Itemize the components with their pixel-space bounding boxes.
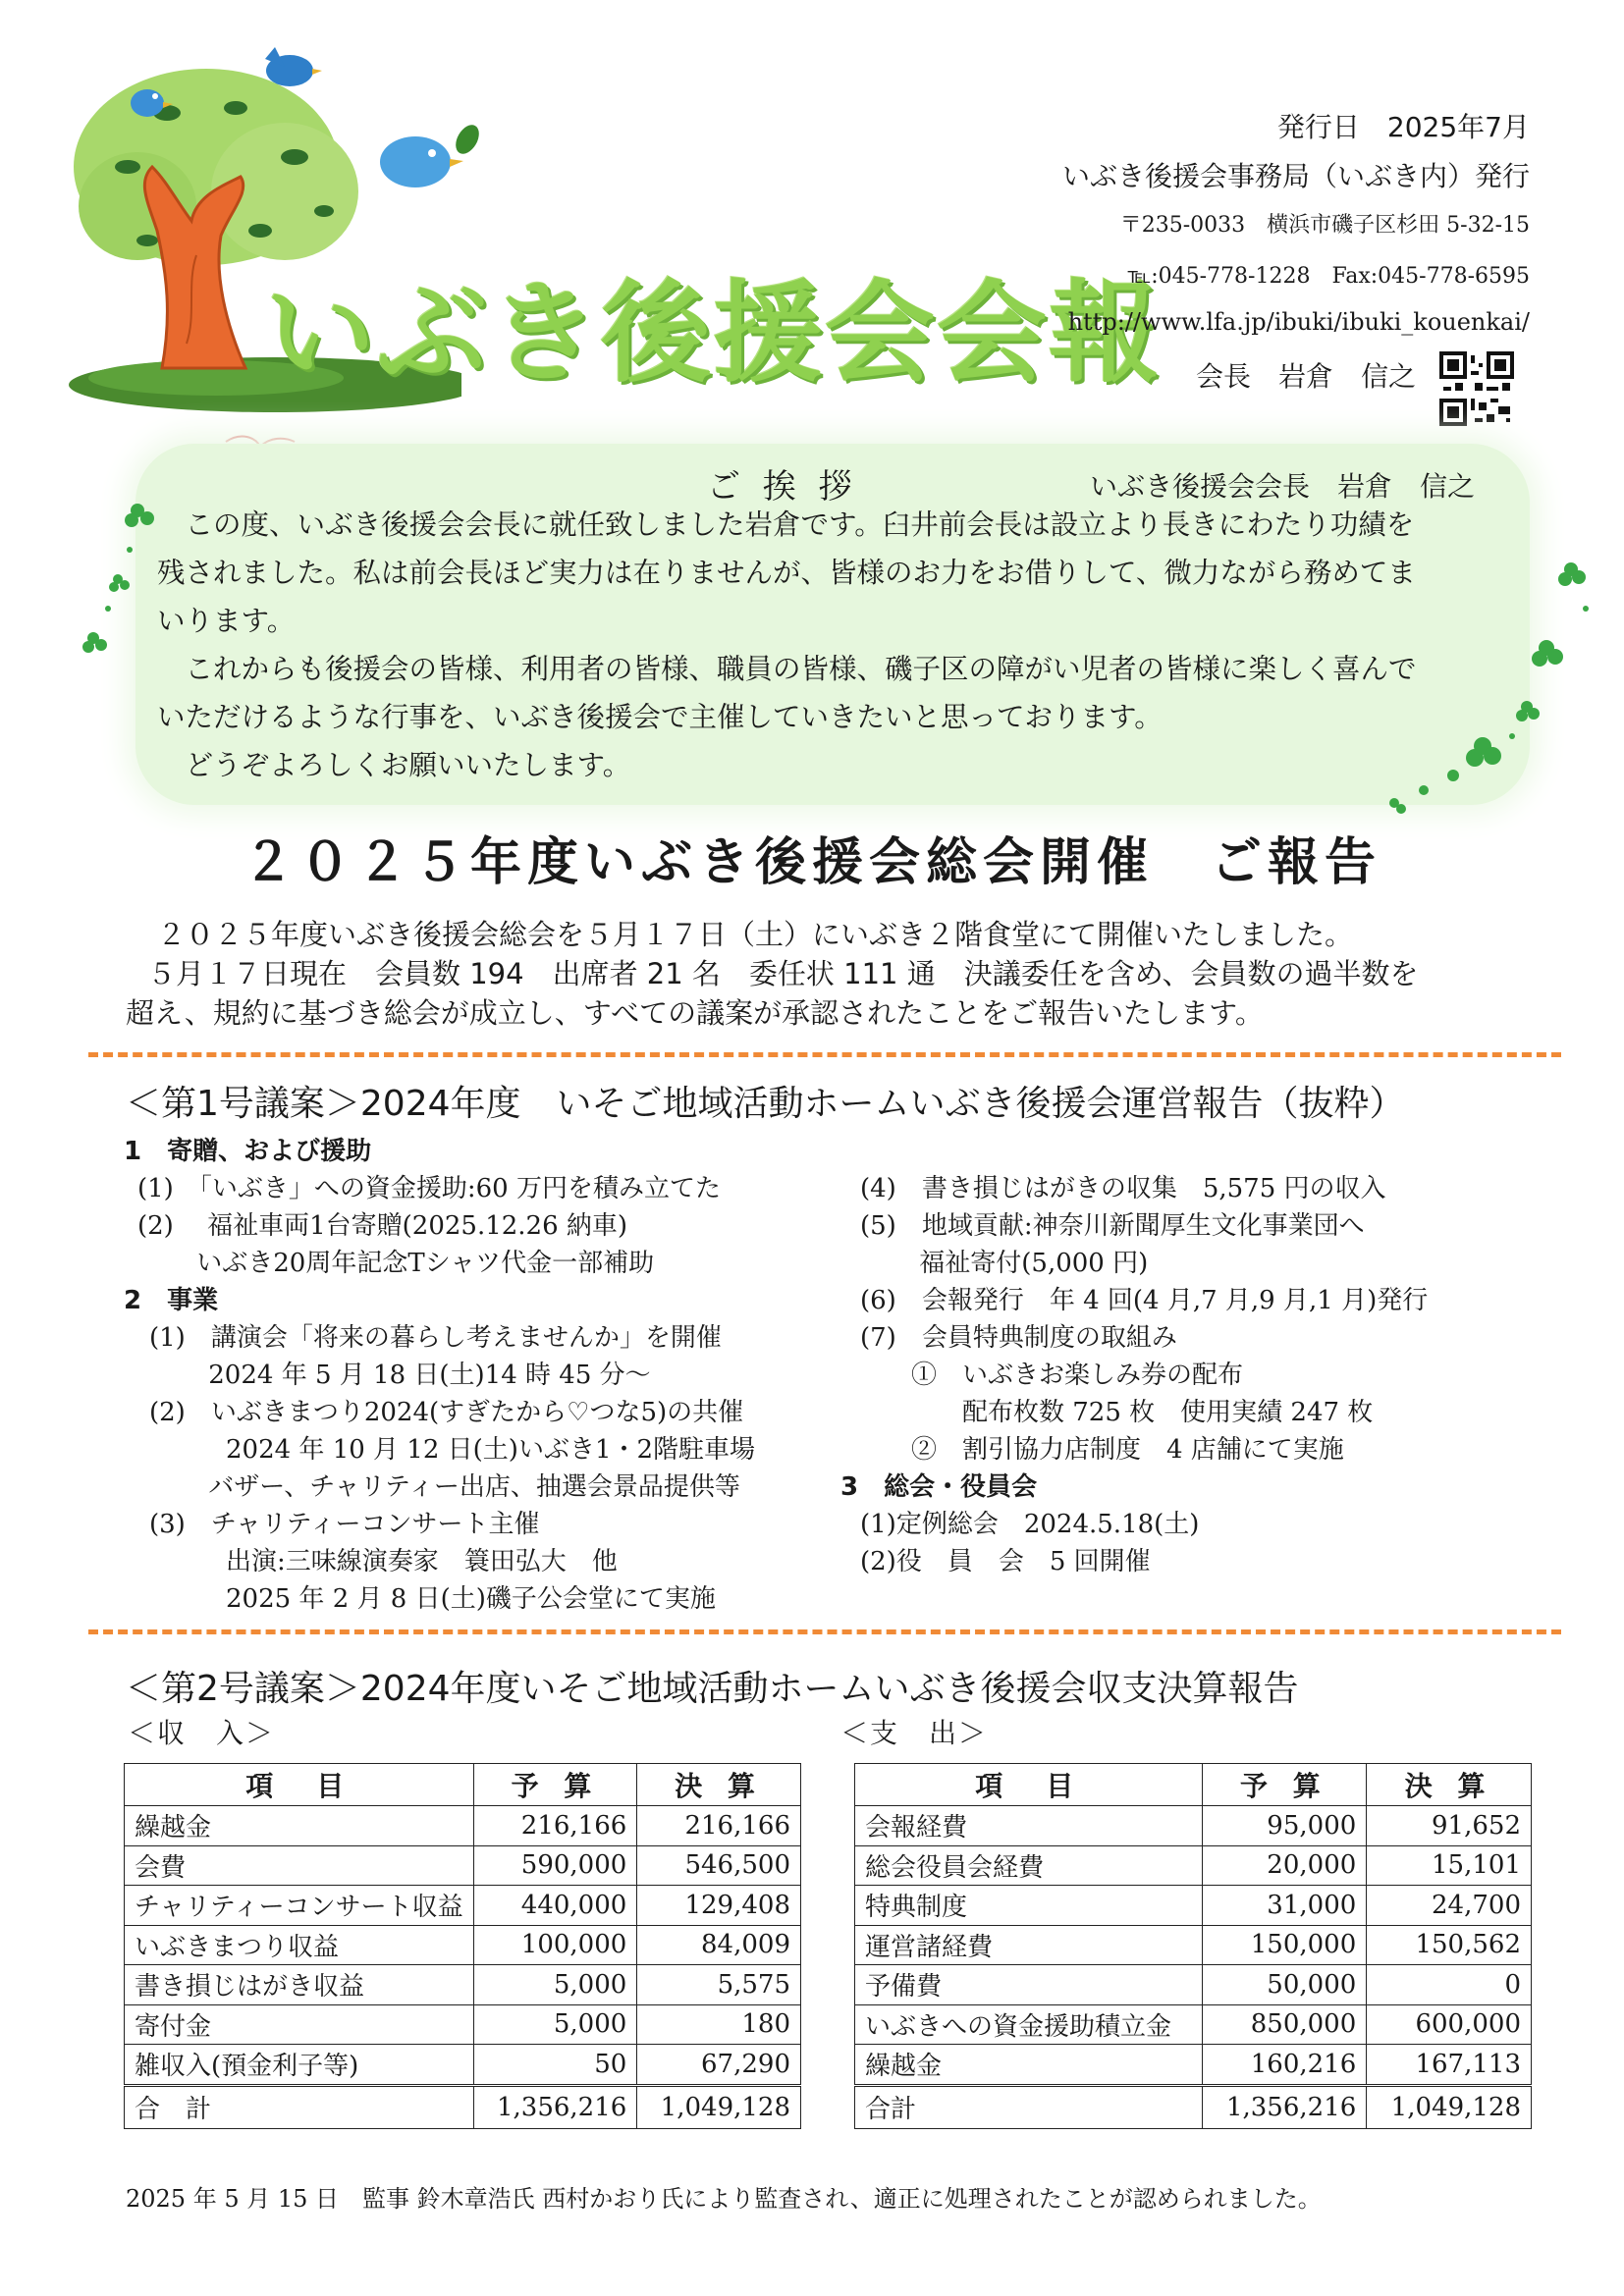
greeting-line: いただけるような行事を、いぶき後援会で主催していきたいと思っております。 [157, 701, 1163, 733]
table-cell: 総会役員会経費 [855, 1845, 1203, 1886]
table-row [125, 1806, 801, 1846]
table-cell: 150,000 [1202, 1925, 1367, 1965]
table-cell: 67,290 [637, 2045, 801, 2086]
income-table [124, 1763, 801, 2129]
table-cell: 167,113 [1367, 2045, 1532, 2086]
table-cell: 0 [1367, 1965, 1532, 2005]
section-divider [88, 1629, 1561, 1634]
agenda-item: (1)定例総会 2024.5.18(土) [860, 1510, 1200, 1539]
agenda-item: (5) 地域貢献:神奈川新聞厚生文化事業団へ [860, 1211, 1365, 1241]
greeting-title: ご 挨 拶 [707, 467, 858, 507]
table-cell: 180 [637, 2004, 801, 2045]
table-cell: 1,049,128 [637, 2085, 801, 2128]
agenda-item: (7) 会員特典制度の取組み [860, 1323, 1177, 1353]
agenda-item: 2024 年 10 月 12 日(土)いぶき1・2階駐車場 [149, 1435, 756, 1465]
table-row [855, 1806, 1532, 1846]
table-cell: 150,562 [1367, 1925, 1532, 1965]
report-title: ２０２５年度いぶき後援会総会開催 ご報告 [242, 833, 1381, 892]
table-total-row [855, 2085, 1532, 2128]
table-header: 予 算 [473, 1764, 637, 1806]
table-cell: 84,009 [637, 1925, 801, 1965]
table-cell: 160,216 [1202, 2045, 1367, 2086]
agenda-item: (1) 講演会「将来の暮らし考えませんか」を開催 [149, 1323, 722, 1353]
table-header: 項 目 [855, 1764, 1203, 1806]
table-header-row [855, 1764, 1532, 1806]
agenda-heading: 1 寄贈、および援助 [124, 1137, 372, 1166]
table-cell: 850,000 [1202, 2004, 1367, 2045]
report-line: 超え、規約に基づき総会が成立し、すべての議案が承認されたことをご報告いたします。 [126, 996, 1264, 1030]
table-header-row [125, 1764, 801, 1806]
table-row [125, 2004, 801, 2045]
table-row [855, 1845, 1532, 1886]
table-cell: 雑収入(預金利子等) [125, 2045, 474, 2086]
table-cell: 予備費 [855, 1965, 1203, 2005]
table-cell: 運営諸経費 [855, 1925, 1203, 1965]
table-cell: 216,166 [637, 1806, 801, 1846]
table-cell: 129,408 [637, 1886, 801, 1926]
table-cell: 特典制度 [855, 1886, 1203, 1926]
table-cell: 会報経費 [855, 1806, 1203, 1846]
agenda1-left-column [124, 1131, 755, 1616]
agenda-item: (1) 「いぶき」への資金援助:60 万円を積み立てた [137, 1174, 721, 1203]
issue-date: 発行日 2025年7月 [1276, 111, 1530, 143]
table-cell: 5,000 [473, 2004, 637, 2045]
agenda-item: いぶき20周年記念Tシャツ代金一部補助 [137, 1249, 655, 1278]
table-cell: 95,000 [1202, 1806, 1367, 1846]
clover-icon [69, 491, 167, 687]
table-cell: 50 [473, 2045, 637, 2086]
table-header: 決 算 [1367, 1764, 1532, 1806]
expense-table [854, 1763, 1532, 2129]
agenda-item: 配布枚数 725 枚 使用実績 247 枚 [860, 1398, 1374, 1427]
table-cell: 5,000 [473, 1965, 637, 2005]
table-cell: 合計 [855, 2085, 1203, 2128]
table-total-row [125, 2085, 801, 2128]
agenda2-title: ＜第2号議案＞2024年度いそご地域活動ホームいぶき後援会収支決算報告 [126, 1669, 1299, 1709]
agenda-heading: 3 総会・役員会 [840, 1472, 1038, 1502]
section-divider [88, 1052, 1561, 1057]
table-row [125, 1886, 801, 1926]
table-cell: 1,356,216 [473, 2085, 637, 2128]
table-cell: 15,101 [1367, 1845, 1532, 1886]
table-cell: 216,166 [473, 1806, 637, 1846]
report-line: ２０２５年度いぶき後援会総会を５月１７日（土）にいぶき２階食堂にて開催いたしました。 [157, 918, 1354, 951]
table-cell: 31,000 [1202, 1886, 1367, 1926]
agenda-item: 福祉寄付(5,000 円) [860, 1249, 1149, 1278]
agenda1-title: ＜第1号議案＞2024年度 いそご地域活動ホームいぶき後援会運営報告（抜粋） [126, 1084, 1405, 1124]
agenda-item: (2) いぶきまつり2024(すぎたから♡つな5)の共催 [149, 1398, 744, 1427]
table-header: 予 算 [1202, 1764, 1367, 1806]
chairman: 会長 岩倉 信之 [1196, 360, 1417, 393]
table-row [855, 1925, 1532, 1965]
blue-bird-icon [371, 118, 479, 196]
table-cell: 91,652 [1367, 1806, 1532, 1846]
agenda-item: ① いぶきお楽しみ券の配布 [860, 1361, 1244, 1390]
table-cell: 546,500 [637, 1845, 801, 1886]
table-cell: いぶきまつり収益 [125, 1925, 474, 1965]
table-cell: 440,000 [473, 1886, 637, 1926]
greeting-line: この度、いぶき後援会会長に就任致しました岩倉です。臼井前会長は設立より長きにわたり功績を [157, 508, 1415, 541]
table-row [125, 1965, 801, 2005]
table-row [125, 2045, 801, 2086]
agenda-item: 2024 年 5 月 18 日(土)14 時 45 分～ [149, 1361, 651, 1390]
table-cell: 書き損じはがき収益 [125, 1965, 474, 2005]
agenda-item: バザー、チャリティー出店、抽選会景品提供等 [149, 1472, 740, 1502]
agenda-item: (3) チャリティーコンサート主催 [149, 1510, 540, 1539]
audit-note: 2025 年 5 月 15 日 監事 鈴木章浩氏 西村かおり氏により監査され、適正に処理されたことが認められました。 [126, 2185, 1322, 2213]
website-link[interactable]: http://www.lfa.jp/ibuki/ibuki_kouenkai/ [1067, 308, 1530, 336]
agenda-item: 出演:三味線演奏家 簑田弘大 他 [149, 1547, 618, 1576]
table-cell: 590,000 [473, 1845, 637, 1886]
table-header: 決 算 [637, 1764, 801, 1806]
table-cell: 5,575 [637, 1965, 801, 2005]
phone-fax: ℡:045-778-1228 Fax:045-778-6595 [1127, 264, 1530, 289]
table-header: 項 目 [125, 1764, 474, 1806]
table-cell: 繰越金 [125, 1806, 474, 1846]
income-caption: ＜収 入＞ [128, 1717, 276, 1749]
blue-bird-icon [255, 39, 324, 98]
table-row [125, 1845, 801, 1886]
table-cell: 1,049,128 [1367, 2085, 1532, 2128]
table-row [855, 1886, 1532, 1926]
agenda-item: 2025 年 2 月 8 日(土)磯子公会堂にて実施 [149, 1584, 716, 1614]
table-cell: 合 計 [125, 2085, 474, 2128]
report-line: ５月１７日現在 会員数 194 出席者 21 名 委任状 111 通 決議委任を含め、会員数の過半数を [147, 957, 1419, 990]
table-cell: 繰越金 [855, 2045, 1203, 2086]
table-row [855, 2045, 1532, 2086]
masthead-title: いぶき後援会会報 [265, 270, 1161, 398]
agenda-item: ② 割引協力店制度 4 店舗にて実施 [860, 1435, 1344, 1465]
table-cell: 50,000 [1202, 1965, 1367, 2005]
table-row [125, 1925, 801, 1965]
table-cell: 寄付金 [125, 2004, 474, 2045]
table-cell: 24,700 [1367, 1886, 1532, 1926]
table-row [855, 1965, 1532, 2005]
table-cell: 会費 [125, 1845, 474, 1886]
table-cell: いぶきへの資金援助積立金 [855, 2004, 1203, 2045]
agenda-item: (2) 福祉車両1台寄贈(2025.12.26 納車) [137, 1211, 628, 1241]
table-cell: 100,000 [473, 1925, 637, 1965]
table-cell: 1,356,216 [1202, 2085, 1367, 2128]
clover-icon [1375, 550, 1600, 815]
greeting-line: どうぞよろしくお願いいたします。 [157, 749, 631, 781]
address: 〒235-0033 横浜市磯子区杉田 5-32-15 [1119, 213, 1530, 238]
greeting-line: 残されました。私は前会長ほど実力は在りませんが、皆様のお力をお借りして、微力ながら務めてま [157, 557, 1416, 589]
publisher: いぶき後援会事務局（いぶき内）発行 [1061, 160, 1530, 192]
agenda-heading: 2 事業 [124, 1286, 219, 1315]
table-cell: チャリティーコンサート収益 [125, 1886, 474, 1926]
greeting-author: いぶき後援会会長 岩倉 信之 [1090, 470, 1476, 503]
table-cell: 600,000 [1367, 2004, 1532, 2045]
greeting-line: いります。 [157, 605, 296, 637]
agenda1-right-column [840, 1168, 1429, 1578]
greeting-body [157, 501, 1532, 789]
greeting-line: これからも後援会の皆様、利用者の皆様、職員の皆様、磯子区の障がい児者の皆様に楽しく喜んで [157, 653, 1417, 685]
expense-caption: ＜支 出＞ [840, 1717, 989, 1749]
agenda-item: (6) 会報発行 年 4 回(4 月,7 月,9 月,1 月)発行 [860, 1286, 1429, 1315]
table-cell: 20,000 [1202, 1845, 1367, 1886]
agenda-item: (2)役 員 会 5 回開催 [860, 1547, 1151, 1576]
qr-code-icon [1439, 351, 1514, 426]
table-row [855, 2004, 1532, 2045]
agenda-item: (4) 書き損じはがきの収集 5,575 円の収入 [860, 1174, 1386, 1203]
